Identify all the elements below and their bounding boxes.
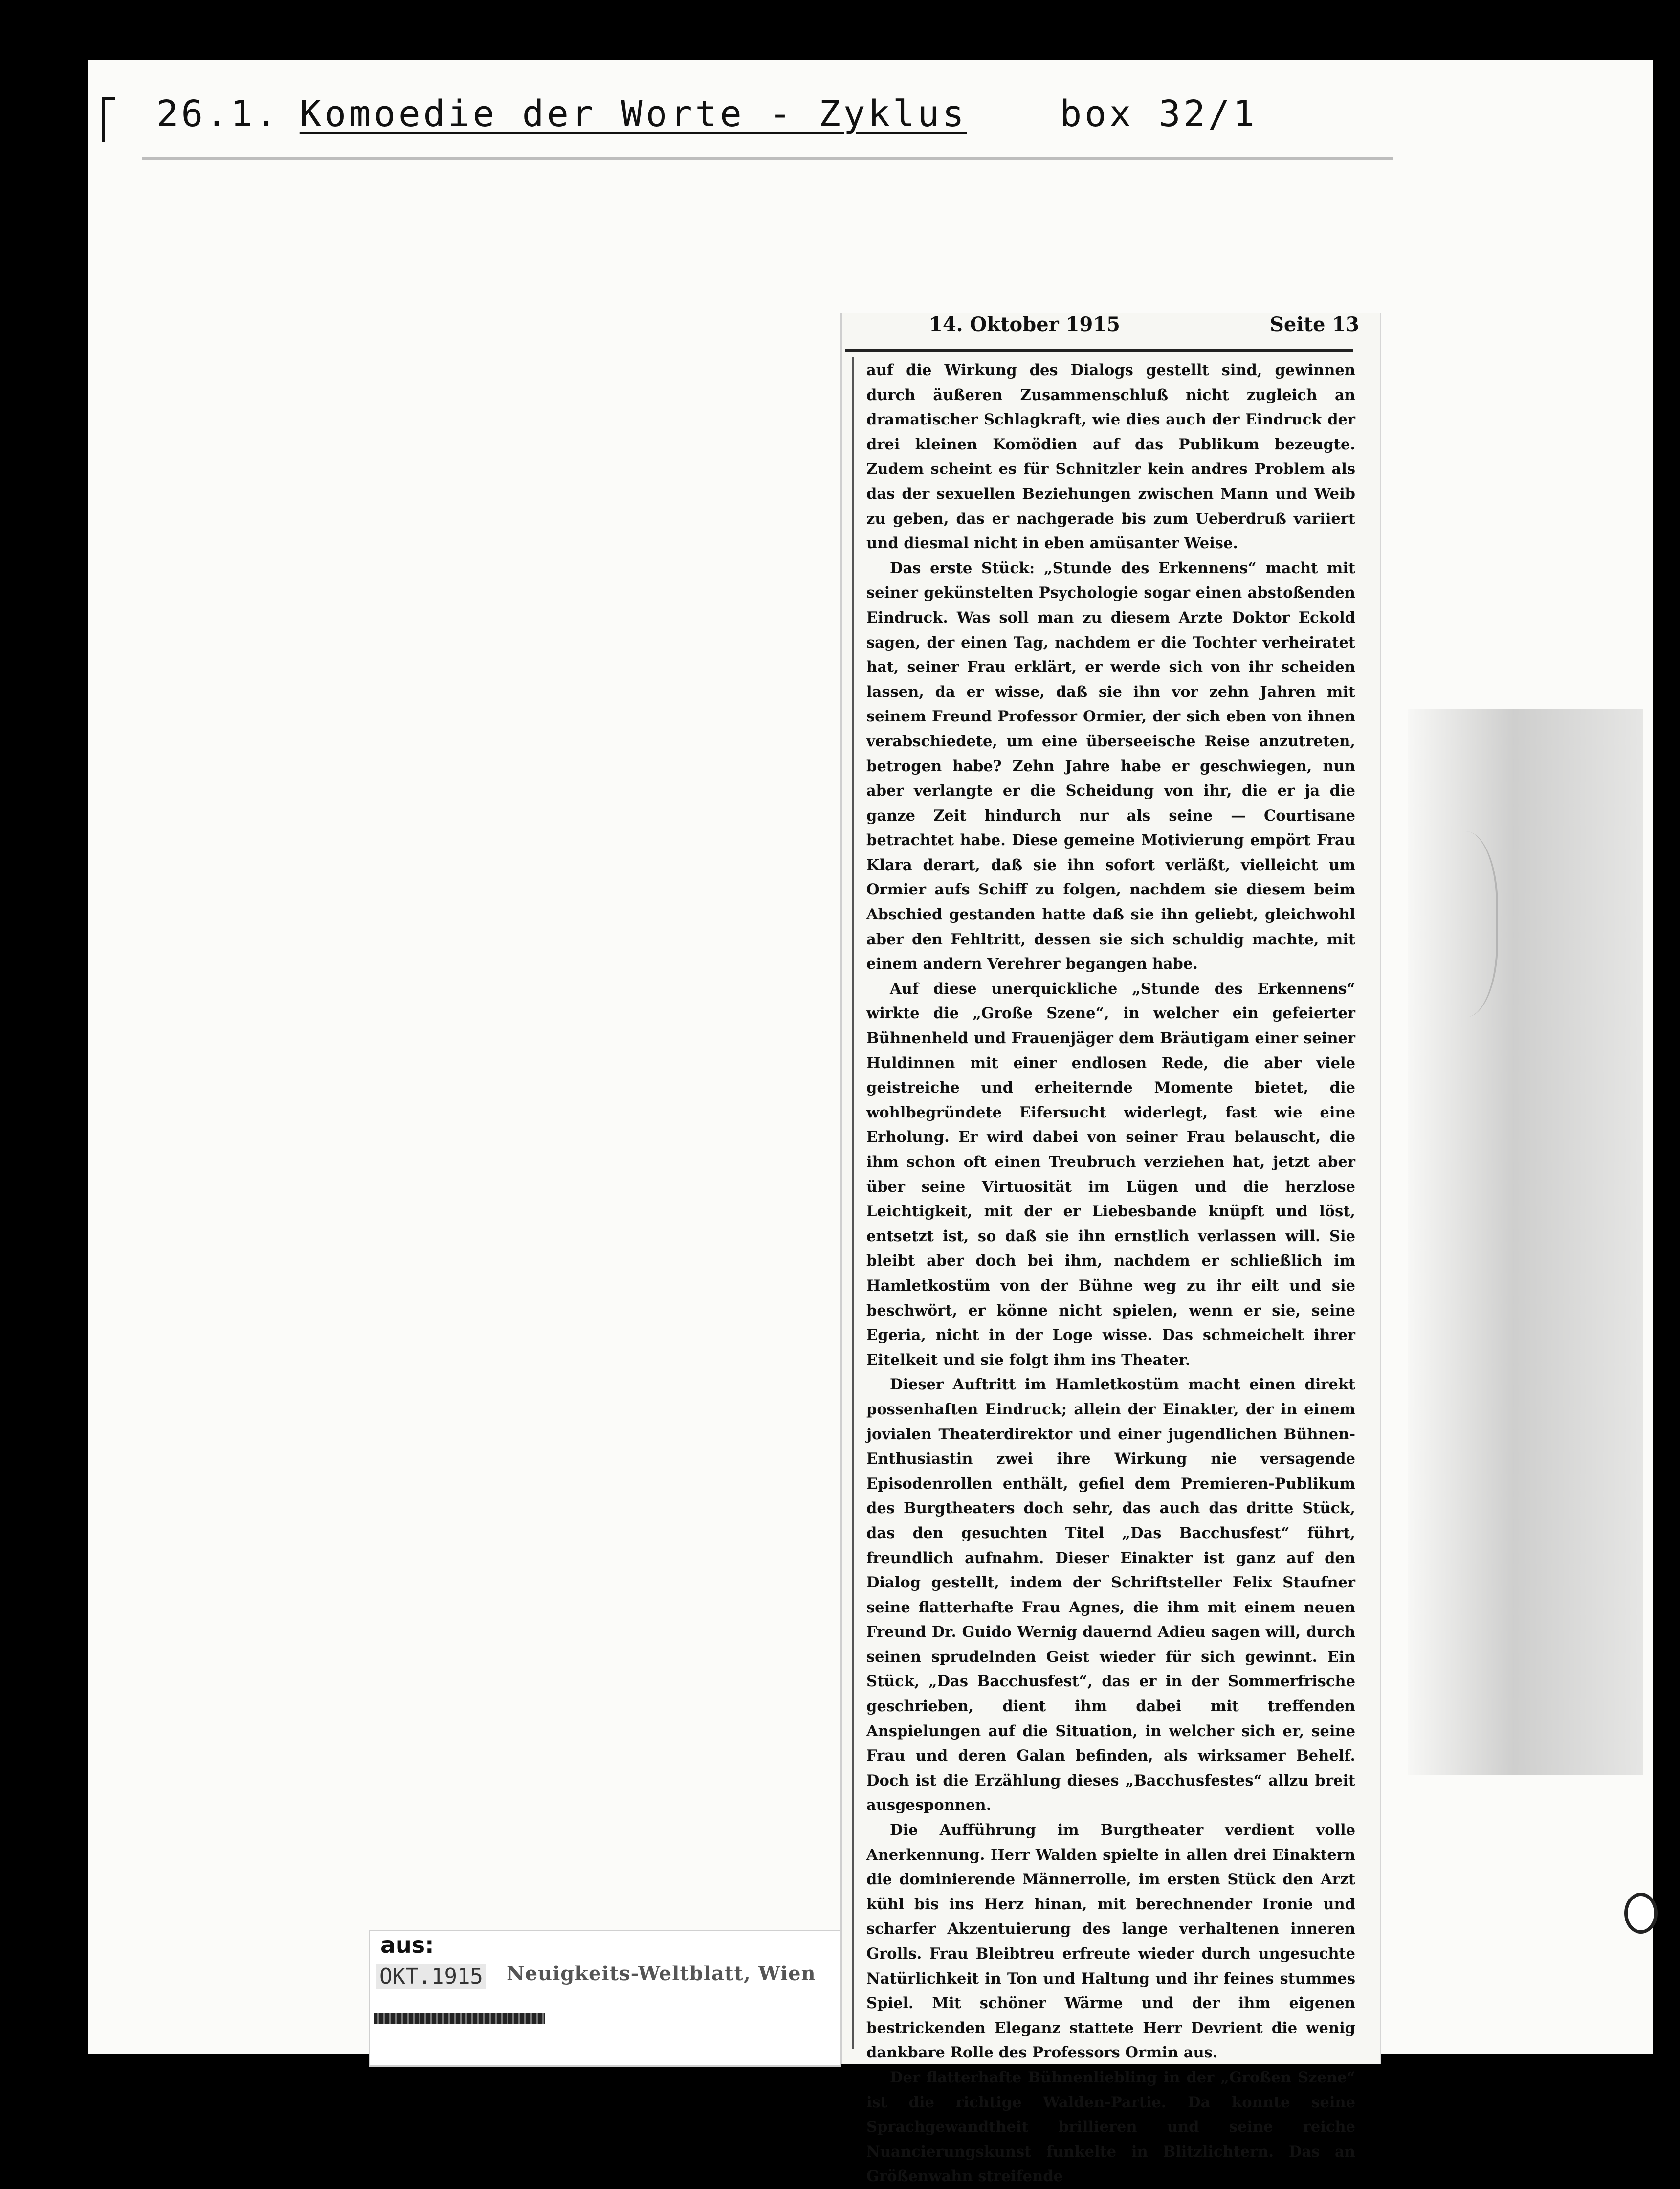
header-rule bbox=[142, 157, 1393, 160]
archive-header bbox=[156, 93, 1258, 135]
article-paragraph: Auf diese unerquickliche „Stunde des Erkennens“ wirkte die „Große Szene“, in welcher ein gefeierter Bühnenheld und Frauenjäger dem Bräutigam einer seiner Huldinnen mit einer endlosen Rede, die aber viele geistreiche und erheiternde Momente bietet, die wohlbegründete Eifersucht widerlegt, fast wie eine Erholung. Er wird dabei von seiner Frau belauscht, die ihm schon oft einen Treubruch verziehen hat, jetzt aber über seine Virtuosität im Lügen und die herzlose Leichtigkeit, mit der er Liebesbande knüpft und löst, entsetzt ist, so daß sie ihn ernstlich verlassen will. Sie bleibt aber doch bei ihm, nachdem er schließlich im Hamletkostüm von der Bühne weg zu ihr eilt und sie beschwört, er könne nicht spielen, wenn er sie, seine Egeria, nicht in der Loge wisse. Das schmeichelt ihrer Eitelkeit und sie folgt ihm ins Theater. bbox=[866, 980, 1355, 1369]
header-number: 26.1. bbox=[156, 93, 280, 135]
source-date-stamp: OKT.1915 bbox=[376, 1964, 486, 1989]
clipping-header-rule bbox=[845, 349, 1353, 352]
article-paragraph: Der flatterhafte Bühnenliebling in der „Großen Szene“ ist die richtige Walden-Partie. Da konnte seine Sprachgewandtheit brillieren und seine reiche Nuancierungskunst funkelte in Blitzlichtern. Das an Größenwahn streifende bbox=[866, 2068, 1355, 2186]
ghost-handwriting-mark bbox=[1418, 831, 1498, 1017]
hole-punch-icon bbox=[1624, 1893, 1658, 1934]
clipping-page: Seite 13 bbox=[1269, 313, 1359, 336]
article-paragraph: Dieser Auftritt im Hamletkostüm macht einen direkt possenhaften Eindruck; allein der Einakter, der in einem jovialen Theaterdirektor und einer jugendlichen Bühnen-Enthusiastin zwei ihre Wirkung nie versagende Episodenrollen enthält, gefiel dem Premieren-Publikum des Burgtheaters doch sehr, das auch das dritte Stück, das den gesuchten Titel „Das Bacchusfest“ führt, freundlich aufnahm. Dieser Einakter ist ganz auf den Dialog gestellt, indem der Schriftsteller Felix Staufner seine flatterhafte Frau Agnes, die ihm mit einem neuen Freund Dr. Guido Wernig dauernd Adieu sagen will, durch seinen sprudelnden Geist wieder für sich gewinnt. Ein Stück, „Das Bacchusfest“, das er in der Sommerfrische geschrieben, dient ihm dabei mit treffenden Anspielungen auf die Situation, in welcher sich er, seine Frau und deren Galan befinden, als wirksamer Behelf. Doch ist die Erzählung dieses „Bacchusfestes“ allzu breit ausgesponnen. bbox=[866, 1376, 1355, 1814]
source-label: aus: bbox=[380, 1932, 434, 1958]
source-newspaper: Neuigkeits-Weltblatt, Wien bbox=[507, 1962, 816, 1985]
article-paragraph: Das erste Stück: „Stunde des Erkennens“ macht mit seiner gekünstelten Psychologie sogar einen abstoßenden Eindruck. Was soll man zu diesem Arzte Doktor Eckold sagen, der einen Tag, nachdem er die Tochter verheiratet hat, seiner Frau erklärt, er werde sich von ihr scheiden lassen, da er wisse, daß sie ihn vor zehn Jahren mit seinem Freund Professor Ormier, der sich eben von ihnen verabschiedete, um eine überseeische Reise anzutreten, betrogen habe? Zehn Jahre habe er geschwiegen, nun aber verlangte er die Scheidung von ihr, die er ja die ganze Zeit hindurch nur als seine — Courtisane betrachtet habe. Diese gemeine Motivierung empört Frau Klara derart, daß sie ihn sofort verläßt, vielleicht um Ormier aufs Schiff zu folgen, nachdem sie diesem beim Abschied gestanden hatte daß sie ihn geliebt, gleichwohl aber den Fehltritt, dessen sie sich schuldig machte, mit einem andern Verehrer begangen habe. bbox=[866, 559, 1355, 973]
article-body bbox=[866, 358, 1355, 2186]
clipping-date: 14. Oktober 1915 bbox=[929, 313, 1120, 336]
corner-bracket bbox=[102, 97, 115, 142]
source-slip bbox=[369, 1930, 841, 2067]
column-rule bbox=[852, 357, 854, 2049]
clipping-header bbox=[929, 313, 1359, 336]
source-stamp-bar bbox=[374, 2013, 545, 2024]
header-title: Komoedie der Worte - Zyklus bbox=[299, 93, 967, 135]
article-paragraph: auf die Wirkung des Dialogs gestellt sind, gewinnen durch äußeren Zusammenschluß nicht zugleich an dramatischer Schlagkraft, wie dies auch der Eindruck der drei kleinen Komödien auf das Publikum bezeugte. Zudem scheint es für Schnitzler kein andres Problem als das der sexuellen Beziehungen zwischen Mann und Weib zu geben, das er nachgerade bis zum Ueberdruß variiert und diesmal nicht in eben amüsanter Weise. bbox=[866, 361, 1355, 553]
article-paragraph: Die Aufführung im Burgtheater verdient volle Anerkennung. Herr Walden spielte in allen drei Einaktern die dominierende Männerrolle, im ersten Stück den Arzt kühl bis ins Herz hinan, mit berechnender Ironie und scharfer Akzentuierung des lange verhaltenen inneren Grolls. Frau Bleibtreu erfreute wieder durch ungesuchte Natürlichkeit in Ton und Haltung und ihr feines stummes Spiel. Mit schöner Wärme und der ihm eigenen bestrickenden Eleganz stattete Herr Devrient die wenig dankbare Rolle des Professors Ormin aus. bbox=[866, 1821, 1355, 2062]
box-label: box 32/1 bbox=[1060, 93, 1258, 135]
